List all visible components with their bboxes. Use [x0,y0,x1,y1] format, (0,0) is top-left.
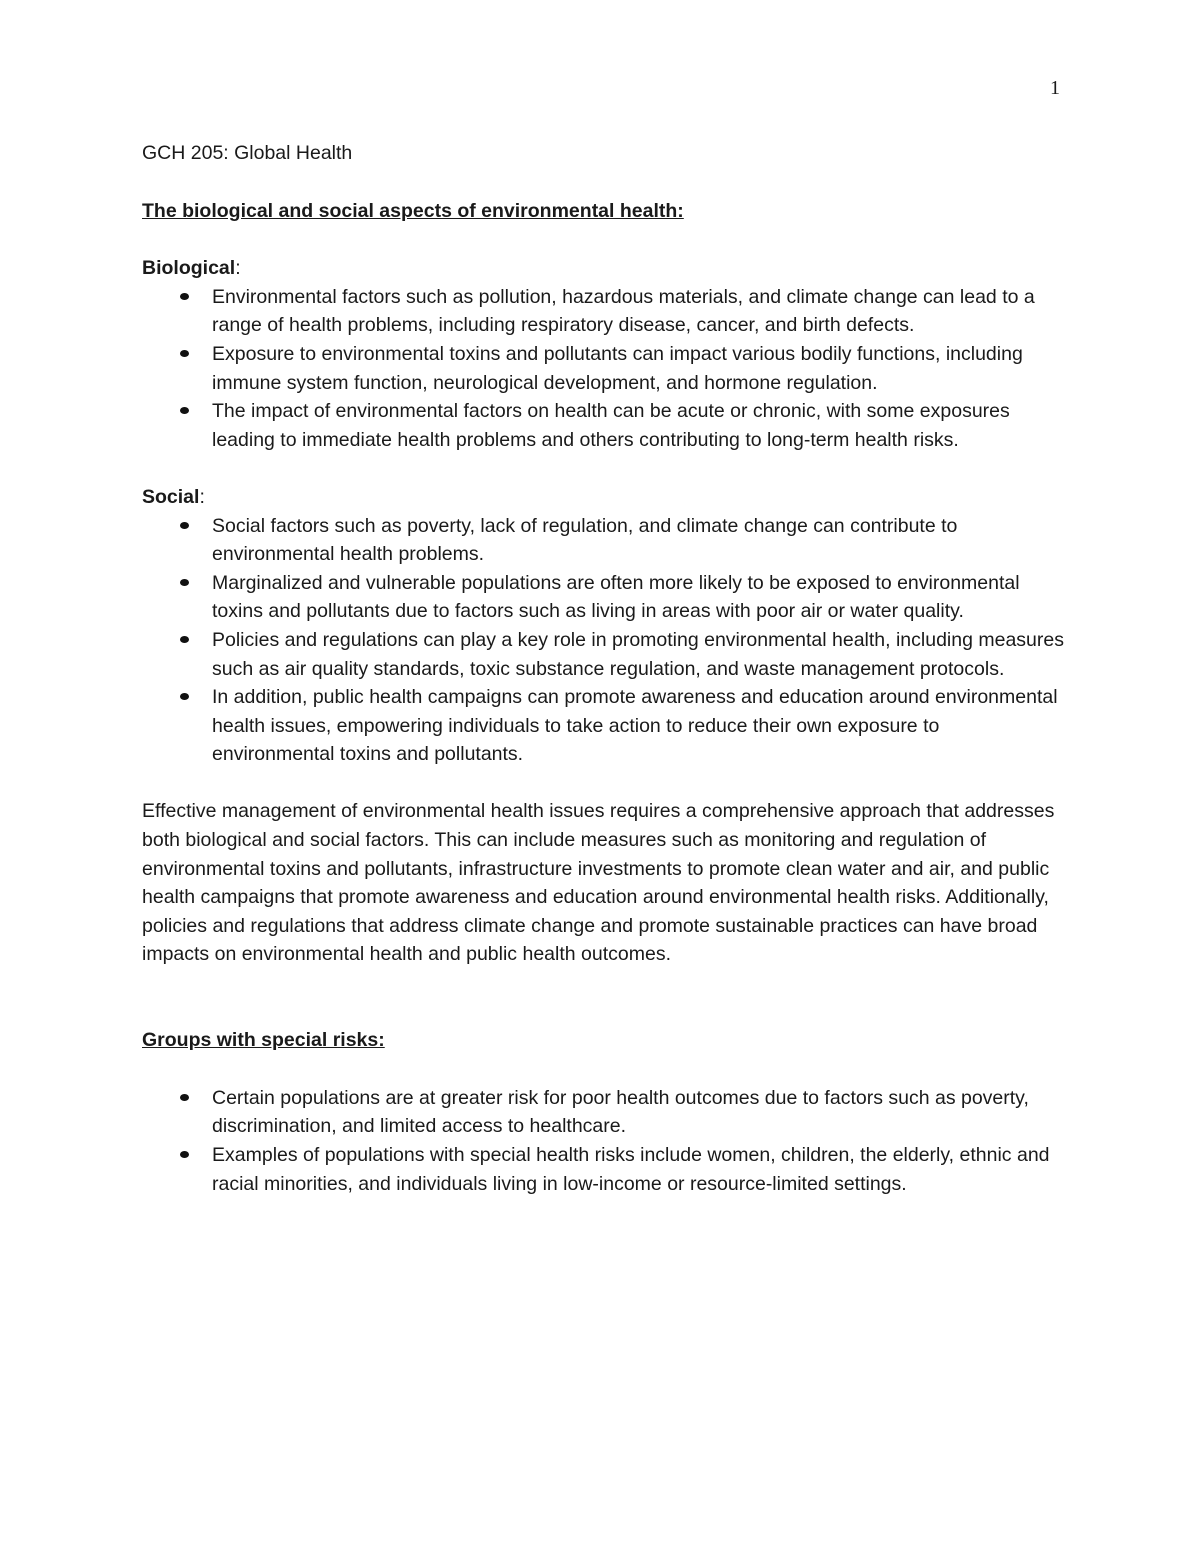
list-item [142,1141,1067,1198]
list-item [142,283,1067,340]
bullet-icon [180,350,189,357]
list-item-text: The impact of environmental factors on health can be acute or chronic, with some exposures leading to immediate health problems and others contributing to long-term health risks. [212,400,1010,451]
spacer [142,454,1067,483]
list-item [142,512,1067,569]
section-heading-special-risks: Groups with special risks: [142,1029,385,1052]
list-item-text: Exposure to environmental toxins and pollutants can impact various bodily functions, including immune system function, neurological development, and hormone regulation. [212,342,1023,394]
list-item [142,626,1067,683]
subheading-social-label: Social [142,485,200,508]
bullet-icon [180,579,189,586]
bullet-icon [180,636,189,643]
page-number: 1 [1050,77,1060,99]
list-item [142,397,1067,454]
subheading-biological [142,254,1067,283]
spacer [142,769,1067,798]
list-item [142,569,1067,626]
list-item-text: In addition, public health campaigns can promote awareness and education around environmental health issues, empowering individuals to take action to reduce their own exposure to environmental toxins and pollutants. [212,686,1058,766]
list-item [142,1084,1067,1141]
list-item-text: Examples of populations with special health risks include women, children, the elderly, ethnic and racial minorities, and individuals living in low-income or resource-limited settings. [212,1144,1050,1195]
list-item-text: Marginalized and vulnerable populations are often more likely to be exposed to environmental toxins and pollutants due to factors such as living in areas with poor air or water quality. [212,571,1020,623]
subheading-social [142,483,1067,512]
section-heading-environmental-health: The biological and social aspects of environmental health: [142,199,684,222]
list-item [142,683,1067,769]
special-risks-bullet-list [142,1084,1067,1198]
subheading-social-colon: : [199,485,205,508]
biological-bullet-list [142,283,1067,455]
document-body [142,139,1067,1198]
bullet-icon [180,407,189,414]
bullet-icon [180,1094,189,1101]
spacer [142,969,1067,1026]
list-item-text: Policies and regulations can play a key role in promoting environmental health, including measures such as air quality standards, toxic substance regulation, and waste management protocols. [212,628,1064,680]
list-item [142,340,1067,397]
bullet-icon [180,293,189,300]
bullet-icon [180,522,189,529]
list-item-text: Certain populations are at greater risk for poor health outcomes due to factors such as poverty, discrimination, and limited access to healthcare. [212,1086,1029,1138]
bullet-icon [180,693,189,700]
social-bullet-list [142,512,1067,769]
subheading-biological-colon: : [235,257,241,280]
list-item-text: Social factors such as poverty, lack of regulation, and climate change can contribute to environmental health problems. [212,514,958,566]
summary-paragraph: Effective management of environmental health issues requires a comprehensive approach that addresses both biological and social factors. This can include measures such as monitoring and regulation of environmental toxins and pollutants, infrastructure investments to promote clean water and air, and public health campaigns that promote awareness and education around environmental health risks. Additionally, policies and regulations that address climate change and promote sustainable practices can have broad impacts on environmental health and public health outcomes. [142,800,1055,966]
list-item-text: Environmental factors such as pollution, hazardous materials, and climate change can lead to a range of health problems, including respiratory disease, cancer, and birth defects. [212,285,1035,337]
course-title: GCH 205: Global Health [142,142,353,164]
bullet-icon [180,1151,189,1158]
subheading-biological-label: Biological [142,257,236,280]
